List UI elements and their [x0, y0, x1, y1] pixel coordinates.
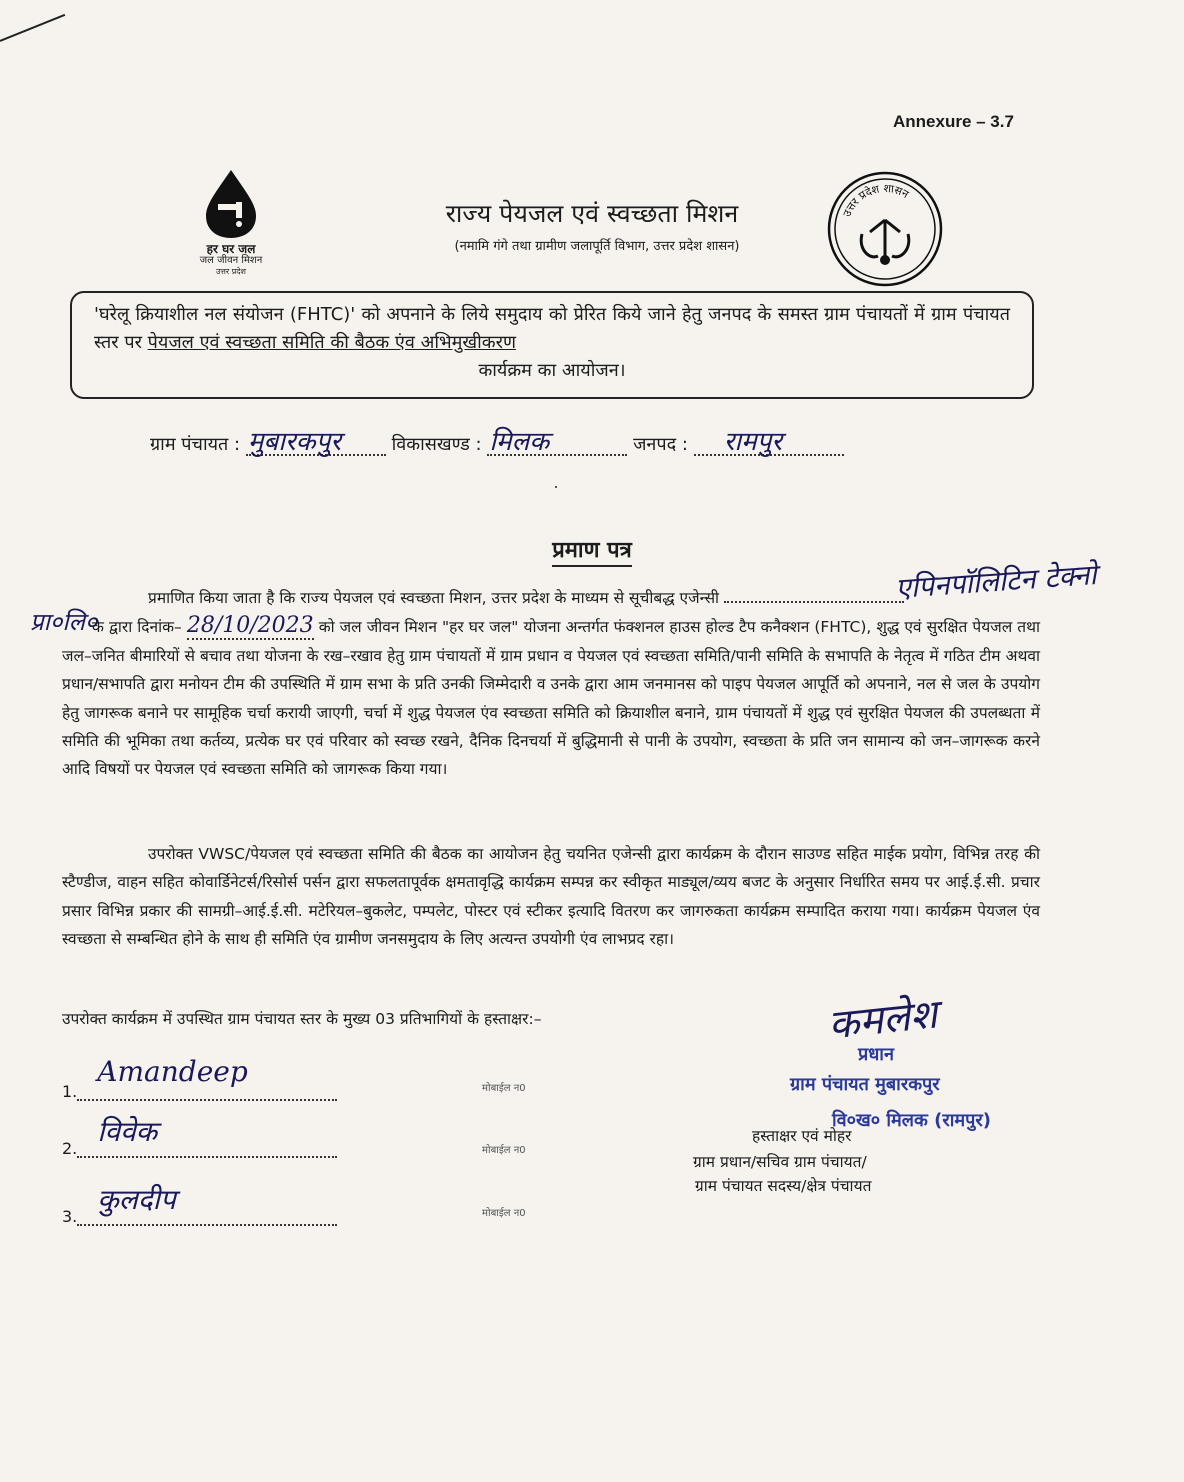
district-label: जनपद :: [633, 434, 688, 455]
participant-signature-3: कुलदीप: [97, 1183, 176, 1216]
block-value: मिलक: [489, 427, 550, 457]
agency-name-handwritten: एपिनपॉलिटिन टेक्नो: [894, 558, 1098, 605]
district-value: रामपुर: [723, 427, 783, 457]
mission-subtitle: (नमामि गंगे तथा ग्रामीण जलापूर्ति विभाग, उत्तर प्रदेश शासन): [454, 239, 740, 254]
participant-signature-1: Amandeep: [97, 1055, 248, 1088]
mobile-label-1: मोबाईल न0: [482, 1083, 526, 1094]
logo-text-3: उत्तर प्रदेश: [216, 267, 246, 276]
gram-panchayat-value: मुबारकपुर: [247, 427, 341, 457]
p2-body: उपरोक्त VWSC/पेयजल एवं स्वच्छता समिति की बैठक का आयोजन हेतु चयनित एजेन्सी द्वारा कार्यक्रम के दौरान साउण्ड सहित माईक प्रयोग, विभिन्न तरह की स्टैण्डीज, वाहन सहित कोवार्डिनेटर्स/रिसोर्स पर्सन द्वारा सफलतापूर्वक क्षमतावृद्धि कार्यक्रम सम्पन्न कर स्वीकृत माड्यूल/व्यय बजट के अनुसार निर्धारित समय पर आई.ई.सी. प्रचार प्रसार विभिन्न प्रकार की सामग्री–आई.ई.सी. मटेरियल–बुकलेट, पम्पलेट, पोस्टर एवं स्टीकर इत्यादि वितरण कर जागरुकता कार्यक्रम सम्पादित कराया गया। कार्यक्रम पेयजल एंव स्वच्छता से सम्बन्धित होने के साथ ही समिति एंव ग्रामीण जनसमुदाय के लिए अत्यन्त उपयोगी एंव लाभप्रद रहा।: [62, 845, 1040, 949]
certificate-title: प्रमाण पत्र: [0, 534, 1184, 564]
subject-line-2a: समस्त ग्राम पंचायतों में ग्राम पंचायत स्तर पर: [94, 304, 1010, 353]
mission-title: राज्य पेयजल एवं स्वच्छता मिशन: [445, 199, 739, 228]
district-field: [694, 427, 844, 457]
mobile-label-3: मोबाईल न0: [482, 1208, 526, 1219]
p1-intro: प्रमाणित किया जाता है कि राज्य पेयजल एवं स्वच्छता मिशन, उत्तर प्रदेश के माध्यम से सूचीबद्ध एजेन्सी: [148, 589, 724, 607]
signatory-role-2: ग्राम पंचायत सदस्य/क्षेत्र पंचायत: [695, 1177, 872, 1195]
program-date: 28/10/2023: [186, 613, 314, 639]
pradhan-signature: कमलेश: [826, 991, 940, 1049]
seal-text: उत्तर प्रदेश शासन: [840, 181, 911, 219]
logo-text-1: हर घर जल: [206, 242, 256, 256]
corner-mark: [0, 14, 65, 42]
agency-suffix-handwritten: प्रा०लि०: [30, 608, 98, 636]
gram-panchayat-label: ग्राम पंचायत :: [150, 434, 241, 455]
p1-date-label: के द्वारा दिनांक–: [92, 618, 187, 637]
logo-text-2: जल जीवन मिशन: [199, 255, 263, 266]
up-government-seal: [826, 170, 944, 288]
stamp-line-2: ग्राम पंचायत मुबारकपुर: [790, 1074, 940, 1095]
gram-panchayat-field: [246, 427, 386, 457]
subject-line-3: कार्यक्रम का आयोजन।: [478, 360, 626, 381]
participant-row-1: 1. Amandeep: [62, 1082, 337, 1101]
subject-line-2b: पेयजल एवं स्वच्छता समिति की बैठक एंव अभिमुखीकरण: [147, 332, 517, 353]
participant-signature-2: विवेक: [97, 1115, 158, 1148]
location-row: [150, 427, 844, 457]
subject-line-1: 'घरेलू क्रियाशील नल संयोजन (FHTC)' को अपनाने के लिये समुदाय को प्रेरित किये जाने हेतु जनपद के: [94, 304, 772, 325]
mobile-label-2: मोबाईल न0: [482, 1145, 526, 1156]
subject-box: [70, 291, 1034, 399]
signature-seal-label: हस्ताक्षर एवं मोहर: [752, 1127, 852, 1145]
certificate-paragraph-1: [62, 584, 1040, 784]
stamp-line-3: वि०ख० मिलक (रामपुर): [832, 1110, 991, 1131]
svg-text:उत्तर प्रदेश शासन: [840, 182, 911, 219]
block-field: [487, 427, 627, 457]
participant-row-2: 2. विवेक: [62, 1139, 337, 1158]
certificate-paragraph-2: [62, 840, 1040, 954]
block-label: विकासखण्ड :: [391, 434, 482, 455]
signatory-role-1: ग्राम प्रधान/सचिव ग्राम पंचायत/: [693, 1153, 867, 1171]
participants-title: उपरोक्त कार्यक्रम में उपस्थित ग्राम पंचायत स्तर के मुख्य 03 प्रतिभागियों के हस्ताक्षर:–: [62, 1010, 542, 1028]
participant-row-3: 3. कुलदीप: [62, 1207, 337, 1226]
annexure-label: Annexure – 3.7: [893, 112, 1014, 131]
stamp-line-1: प्रधान: [858, 1044, 894, 1065]
p1-body: को जल जीवन मिशन "हर घर जल" योजना अन्तर्गत फंक्शनल हाउस होल्ड टैप कनैक्शन (FHTC), शुद्ध एवं सुरक्षित पेयजल तथा जल–जनित बीमारियों से बचाव तथा योजना के रख–रखाव हेतु ग्राम पंचायतों में ग्राम प्रधान व पेयजल एवं स्वच्छता समिति/पानी समिति के सभापति के नेतृत्व में गठित टीम अथवा प्रधान/सभापति द्वारा मनोयन टीम की उपस्थिति में ग्राम सभा के प्रति उनकी जिम्मेदारी व उनके द्वारा आम जनमानस को पाइप पेयजल आपूर्ति को अपनाने, नल से जल के उपयोग हेतु जागरूक बनाने पर सामूहिक चर्चा करायी जाएगी, चर्चा में शुद्ध पेयजल एंव स्वच्छता समिति को क्रियाशील बनाने, ग्राम पंचायतों में शुद्ध एवं सुरक्षित पेयजल की उपलब्धता में समिति की भूमिका तथा कर्तव्य, प्रत्येक घर एवं परिवार को स्वच्छ रखने, दैनिक दिनचर्या में बुद्धिमानी से पानी के उपयोग, स्वच्छता के प्रति जन सामान्य को जन–जागरूक करने आदि विषयों पर पेयजल एवं स्वच्छता समिति को जागरूक किया गया।: [62, 618, 1040, 779]
speck: [555, 486, 557, 488]
